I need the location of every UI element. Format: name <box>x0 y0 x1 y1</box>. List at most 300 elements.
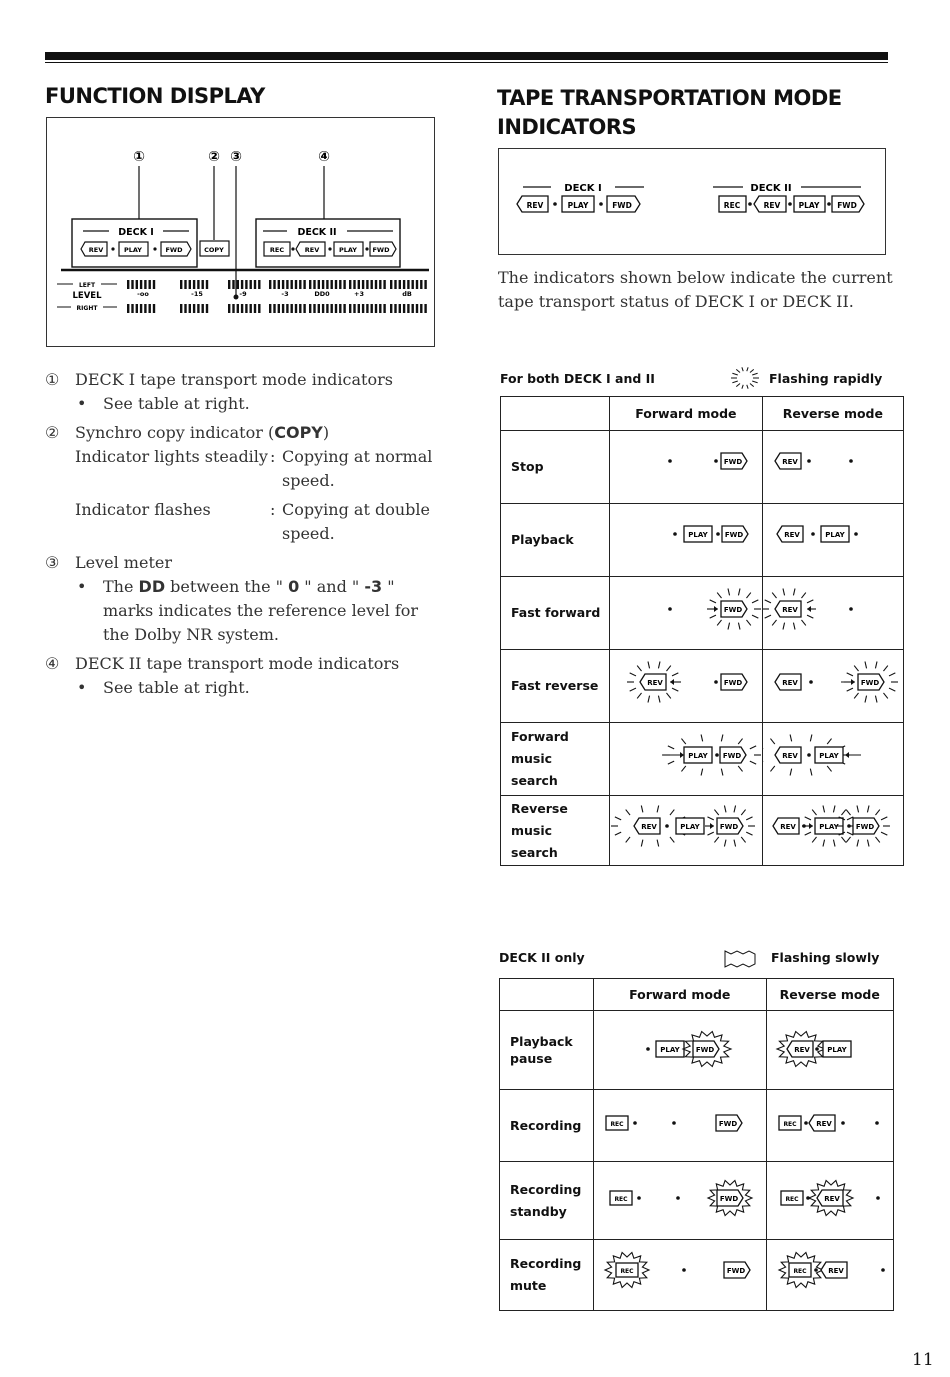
level-meter-segment <box>390 304 392 313</box>
play-indicator-label: PLAY <box>660 1046 680 1054</box>
level-meter-segment <box>383 304 385 313</box>
level-meter-segment <box>254 280 256 289</box>
table2-cell <box>766 1240 893 1311</box>
separator-dot <box>815 1047 819 1051</box>
dolby-symbol: DD <box>138 577 166 596</box>
reverse-search-reverse-indicator <box>763 796 903 861</box>
table2-cell <box>593 1240 766 1311</box>
level-meter-segment <box>358 280 360 289</box>
flashing-rapidly-legend-icon <box>728 364 762 392</box>
table1-cell <box>762 431 903 504</box>
display-deck1-label: DECK I <box>118 227 154 238</box>
fwd-indicator-label: FWD <box>723 606 743 614</box>
mute-forward-indicator <box>594 1240 766 1306</box>
level-meter-segment <box>394 304 396 313</box>
display-copy-indicator: COPY <box>204 246 224 254</box>
deck2-label: DECK II <box>750 183 792 194</box>
separator-dot <box>849 607 853 611</box>
table1-row-label: Playback <box>501 504 610 577</box>
note-2-steady-value: Copying at normal speed. <box>282 447 433 490</box>
page-number: 11 <box>912 1350 934 1370</box>
level-meter-segment <box>269 280 271 289</box>
table1-cell <box>609 723 762 796</box>
level-meter-segment <box>180 280 182 289</box>
rev-indicator-label: REV <box>784 531 800 539</box>
note-4-bullet: See table at right. <box>103 678 250 697</box>
separator-dot <box>665 824 669 828</box>
play-indicator-label: PLAY <box>680 823 700 831</box>
display-deck2-label: DECK II <box>297 227 337 238</box>
note-1-bullet: See table at right. <box>103 394 250 413</box>
level-meter-segment <box>127 280 129 289</box>
playback-forward-indicator <box>610 504 762 572</box>
level-meter-segment <box>318 280 320 289</box>
level-meter-segment <box>416 304 418 313</box>
callout-1: ① <box>133 149 145 165</box>
level-meter-segment <box>326 304 328 313</box>
level-meter-segment <box>228 304 230 313</box>
fwd-indicator-label: FWD <box>719 823 739 831</box>
level-meter-segment <box>335 304 337 313</box>
level-meter-segment <box>424 304 426 313</box>
level-meter-segment <box>245 304 247 313</box>
level-meter-segment <box>193 280 195 289</box>
mute-reverse-indicator <box>767 1240 893 1306</box>
note-2-copy-word: COPY <box>274 423 323 442</box>
rev-indicator-label: REV <box>827 1267 844 1275</box>
fwd-indicator-label: FWD <box>719 1195 738 1203</box>
separator-dot <box>682 1268 686 1272</box>
rev-indicator-label: REV <box>780 823 796 831</box>
display-deck1-fwd: FWD <box>165 246 183 254</box>
level-meter-segment <box>313 280 315 289</box>
display-deck2-fwd: FWD <box>372 246 390 254</box>
level-meter-segment <box>232 304 234 313</box>
display-scale-mark: -9 <box>239 290 247 298</box>
bullet: • <box>77 678 87 697</box>
separator-dot <box>807 753 811 757</box>
header-rule-thick <box>45 52 888 60</box>
level-meter-segment <box>375 304 377 313</box>
tape-modes-intro: The indicators shown below indicate the current tape transport status of DECK I or DECK II. <box>498 268 893 311</box>
separator-dot <box>715 753 719 757</box>
rec-indicator-label: REC <box>620 1268 634 1275</box>
separator-dot <box>716 532 720 536</box>
level-meter-segment <box>358 304 360 313</box>
table2-col-reverse: Reverse mode <box>766 979 893 1011</box>
separator-dot <box>881 1268 885 1272</box>
callout-2: ② <box>208 149 220 165</box>
level-meter-segment <box>379 280 381 289</box>
deck2-fwd: FWD <box>837 201 857 210</box>
level-meter-segment <box>189 304 191 313</box>
separator-dot <box>673 532 677 536</box>
display-level-left: LEFT <box>78 282 96 289</box>
forward-search-reverse-indicator <box>763 723 903 791</box>
fwd-indicator-label: FWD <box>855 823 875 831</box>
level-meter-segment <box>269 304 271 313</box>
fwd-indicator-label: FWD <box>718 1120 737 1128</box>
level-meter-segment <box>140 304 142 313</box>
display-deck2-rec: REC <box>269 246 285 254</box>
fast-forward-reverse-indicator <box>763 577 903 645</box>
level-meter-segment <box>197 304 199 313</box>
separator-dot <box>876 1196 880 1200</box>
level-meter-segment <box>232 280 234 289</box>
fast-reverse-forward-indicator <box>610 650 762 718</box>
level-meter-segment <box>399 280 401 289</box>
level-meter-segment <box>371 280 373 289</box>
level-meter-segment <box>254 304 256 313</box>
level-meter-segment <box>309 280 311 289</box>
stop-reverse-indicator <box>763 431 903 499</box>
level-meter-segment <box>407 280 409 289</box>
table1-row-label: Reverse music search <box>501 796 610 866</box>
deck-indicators-diagram <box>498 148 886 255</box>
level-meter-segment <box>371 304 373 313</box>
level-meter-segment <box>131 304 133 313</box>
level-meter-segment <box>383 280 385 289</box>
fast-reverse-reverse-indicator <box>763 650 903 718</box>
fwd-indicator-label: FWD <box>724 531 744 539</box>
function-display-svg <box>47 118 434 346</box>
level-meter-segment <box>303 304 305 313</box>
deck2-rev: REV <box>763 201 781 210</box>
display-scale-mark: +3 <box>354 290 364 298</box>
separator-dot <box>646 1047 650 1051</box>
table1-row-label: Fast forward <box>501 577 610 650</box>
rec-indicator-label: REC <box>610 1121 624 1128</box>
level-meter-segment <box>202 304 204 313</box>
separator-dot <box>807 459 811 463</box>
deck1-fwd: FWD <box>612 201 632 210</box>
play-indicator-label: PLAY <box>688 752 708 760</box>
level-meter-segment <box>140 280 142 289</box>
table1-cell <box>762 577 903 650</box>
level-meter-segment <box>228 280 230 289</box>
table2-cell <box>766 1011 893 1090</box>
rev-indicator-label: REV <box>782 752 798 760</box>
note-2 <box>45 421 445 546</box>
display-scale-mark: -15 <box>191 290 203 298</box>
level-meter-segment <box>202 280 204 289</box>
level-meter-segment <box>273 304 275 313</box>
rec-indicator-label: REC <box>793 1268 807 1275</box>
level-meter-segment <box>149 280 151 289</box>
flashing-slowly-legend-icon <box>722 947 758 971</box>
level-meter-segment <box>313 304 315 313</box>
level-meter-segment <box>322 280 324 289</box>
level-meter-segment <box>416 280 418 289</box>
table2-cell <box>593 1090 766 1162</box>
rev-indicator-label: REV <box>641 823 657 831</box>
table1-row-label: Forward music search <box>501 723 610 796</box>
note-3-zero: 0 <box>288 577 300 596</box>
table2-row-label: Recording standby <box>500 1162 594 1240</box>
table2-row-label: Recording mute <box>500 1240 594 1311</box>
bullet: • <box>77 394 87 413</box>
level-meter-segment <box>291 280 293 289</box>
level-meter-segment <box>136 280 138 289</box>
table1-col-reverse: Reverse mode <box>762 397 903 431</box>
deck1-label: DECK I <box>564 183 602 194</box>
level-meter-segment <box>237 280 239 289</box>
deck1-rev: REV <box>526 201 544 210</box>
fwd-indicator-label: FWD <box>726 1267 745 1275</box>
fast-forward-forward-indicator <box>610 577 762 645</box>
note-4-number: ④ <box>45 654 60 673</box>
reverse-search-forward-indicator <box>610 796 762 861</box>
function-display-notes <box>45 368 445 700</box>
level-meter-segment <box>286 280 288 289</box>
note-2-flash-key: Indicator flashes <box>75 500 211 519</box>
display-deck1-rev: REV <box>88 246 104 254</box>
level-meter-segment <box>303 280 305 289</box>
callout-4: ④ <box>318 149 330 165</box>
play-indicator-label: PLAY <box>827 1046 847 1054</box>
level-meter-segment <box>390 280 392 289</box>
table1-cell <box>762 504 903 577</box>
level-meter-segment <box>299 280 301 289</box>
level-meter-segment <box>335 280 337 289</box>
display-deck1-play: PLAY <box>123 246 143 254</box>
bullet: • <box>77 577 87 596</box>
level-meter-segment <box>282 280 284 289</box>
level-meter-segment <box>309 304 311 313</box>
fwd-indicator-label: FWD <box>723 679 743 687</box>
standby-forward-indicator <box>594 1162 766 1235</box>
note-3-b3: between the " <box>165 577 289 596</box>
level-meter-segment <box>206 280 208 289</box>
rev-indicator-label: REV <box>815 1120 832 1128</box>
level-meter-segment <box>295 304 297 313</box>
level-meter-segment <box>326 280 328 289</box>
deck2-rec: REC <box>723 201 741 210</box>
table1-cell <box>609 796 762 866</box>
level-meter-segment <box>278 280 280 289</box>
level-meter-segment <box>273 280 275 289</box>
separator-dot <box>668 607 672 611</box>
table1-corner <box>501 397 610 431</box>
level-meter-segment <box>420 280 422 289</box>
separator-dot <box>637 1196 641 1200</box>
level-meter-segment <box>250 304 252 313</box>
level-meter-segment <box>278 304 280 313</box>
level-meter-segment <box>412 304 414 313</box>
note-3-minus3: -3 <box>364 577 383 596</box>
playback-reverse-indicator <box>763 504 903 572</box>
table1-cell <box>609 504 762 577</box>
callout-3: ③ <box>230 149 242 165</box>
level-meter-segment <box>407 304 409 313</box>
table1-legend: Flashing rapidly <box>769 371 883 386</box>
table1-cell <box>762 650 903 723</box>
fwd-indicator-label: FWD <box>860 679 880 687</box>
table2-cell <box>766 1162 893 1240</box>
level-meter-segment <box>349 304 351 313</box>
level-meter-segment <box>241 280 243 289</box>
level-meter-segment <box>153 280 155 289</box>
table1-cell <box>609 650 762 723</box>
separator-dot <box>875 1121 879 1125</box>
level-meter-segment <box>250 280 252 289</box>
table-deck2-only <box>499 978 894 1311</box>
rec-indicator-label: REC <box>785 1196 799 1203</box>
table2-cell <box>766 1090 893 1162</box>
note-3-text: Level meter <box>75 553 172 572</box>
level-meter-segment <box>193 304 195 313</box>
level-meter-segment <box>399 304 401 313</box>
note-2-number: ② <box>45 423 60 442</box>
pause-forward-indicator <box>594 1011 766 1085</box>
tape-modes-heading <box>497 84 842 142</box>
level-meter-segment <box>339 280 341 289</box>
fwd-indicator-label: FWD <box>723 458 743 466</box>
level-meter-segment <box>420 304 422 313</box>
level-meter-segment <box>362 304 364 313</box>
note-2-text-c: ) <box>322 423 330 442</box>
level-meter-segment <box>424 280 426 289</box>
level-meter-segment <box>366 280 368 289</box>
table2-corner <box>500 979 594 1011</box>
table2-legend: Flashing slowly <box>771 950 880 965</box>
separator-dot <box>633 1121 637 1125</box>
colon: : <box>270 447 276 466</box>
separator-dot <box>841 1121 845 1125</box>
separator-dot <box>809 680 813 684</box>
table1-row-label: Stop <box>501 431 610 504</box>
play-indicator-label: PLAY <box>688 531 708 539</box>
level-meter-segment <box>295 280 297 289</box>
level-meter-segment <box>318 304 320 313</box>
separator-dot <box>811 532 815 536</box>
recording-forward-indicator <box>594 1090 766 1157</box>
level-meter-segment <box>299 304 301 313</box>
display-scale-mark: -3 <box>281 290 289 298</box>
level-meter-segment <box>131 280 133 289</box>
level-meter-segment <box>241 304 243 313</box>
tape-modes-heading-line1: TAPE TRANSPORTATION MODE <box>497 86 842 110</box>
separator-dot <box>714 459 718 463</box>
table2-col-forward: Forward mode <box>593 979 766 1011</box>
deck2-play: PLAY <box>798 201 820 210</box>
note-3-b1: The <box>103 577 139 596</box>
level-meter-segment <box>403 304 405 313</box>
level-meter-segment <box>322 304 324 313</box>
level-meter-segment <box>412 280 414 289</box>
level-meter-segment <box>184 280 186 289</box>
table1-cell <box>762 723 903 796</box>
level-meter-segment <box>403 280 405 289</box>
colon: : <box>270 500 276 519</box>
level-meter-segment <box>362 280 364 289</box>
table2-row-label: Playback pause <box>500 1011 594 1090</box>
separator-dot <box>849 459 853 463</box>
level-meter-segment <box>291 304 293 313</box>
note-3 <box>45 551 445 647</box>
note-3-b7: " marks indicates the reference level for the Dolby NR system. <box>103 577 419 644</box>
recording-reverse-indicator <box>767 1090 893 1157</box>
note-2-steady-row <box>75 445 445 493</box>
level-meter-segment <box>379 304 381 313</box>
rev-indicator-label: REV <box>782 458 798 466</box>
function-display-diagram <box>46 117 435 347</box>
level-meter-segment <box>349 280 351 289</box>
level-meter-segment <box>237 304 239 313</box>
level-meter-segment <box>189 280 191 289</box>
note-3-b5: " and " <box>299 577 365 596</box>
table2-row-label: Recording <box>500 1090 594 1162</box>
separator-dot <box>714 680 718 684</box>
table1-cell <box>609 431 762 504</box>
level-meter-segment <box>366 304 368 313</box>
level-meter-segment <box>144 280 146 289</box>
level-meter-segment <box>180 304 182 313</box>
note-4 <box>45 652 445 700</box>
display-scale-mark: DD0 <box>314 290 330 298</box>
level-meter-segment <box>184 304 186 313</box>
rev-indicator-label: REV <box>823 1195 840 1203</box>
deck1-play: PLAY <box>567 201 589 210</box>
display-scale-mark: dB <box>402 290 412 298</box>
level-meter-segment <box>258 280 260 289</box>
tape-modes-heading-line2: INDICATORS <box>497 115 637 139</box>
level-meter-segment <box>149 304 151 313</box>
rev-indicator-label: REV <box>782 679 798 687</box>
level-meter-segment <box>258 304 260 313</box>
function-display-heading: FUNCTION DISPLAY <box>45 84 265 108</box>
table2-cell <box>593 1162 766 1240</box>
separator-dot <box>854 532 858 536</box>
note-4-text: DECK II tape transport mode indicators <box>75 654 400 673</box>
deck-indicators-svg <box>499 149 885 254</box>
rev-indicator-label: REV <box>782 606 798 614</box>
fwd-indicator-label: FWD <box>722 752 742 760</box>
note-1-number: ① <box>45 370 60 389</box>
level-meter-segment <box>144 304 146 313</box>
level-meter-segment <box>153 304 155 313</box>
table2-cell <box>593 1011 766 1090</box>
display-level-label: LEVEL <box>72 291 102 301</box>
level-meter-segment <box>353 304 355 313</box>
level-meter-segment <box>286 304 288 313</box>
level-meter-segment <box>343 304 345 313</box>
note-1 <box>45 368 445 416</box>
play-indicator-label: PLAY <box>819 823 839 831</box>
fwd-indicator-label: FWD <box>695 1046 714 1054</box>
table1-col-forward: Forward mode <box>609 397 762 431</box>
level-meter-segment <box>197 280 199 289</box>
level-meter-segment <box>353 280 355 289</box>
level-meter-segment <box>127 304 129 313</box>
note-2-text-a: Synchro copy indicator ( <box>75 423 275 442</box>
level-meter-segment <box>206 304 208 313</box>
standby-reverse-indicator <box>767 1162 893 1235</box>
header-rule-thin <box>45 62 888 63</box>
level-meter-segment <box>339 304 341 313</box>
level-meter-segment <box>331 304 333 313</box>
display-level-right: RIGHT <box>76 305 98 312</box>
separator-dot <box>804 1121 808 1125</box>
display-deck2-play: PLAY <box>338 246 358 254</box>
separator-dot <box>668 459 672 463</box>
rev-indicator-label: REV <box>793 1046 810 1054</box>
note-2-flash-row <box>75 498 445 546</box>
table1-cell <box>762 796 903 866</box>
table2-caption: DECK II only <box>499 950 585 965</box>
stop-forward-indicator <box>610 431 762 499</box>
level-meter-segment <box>136 304 138 313</box>
